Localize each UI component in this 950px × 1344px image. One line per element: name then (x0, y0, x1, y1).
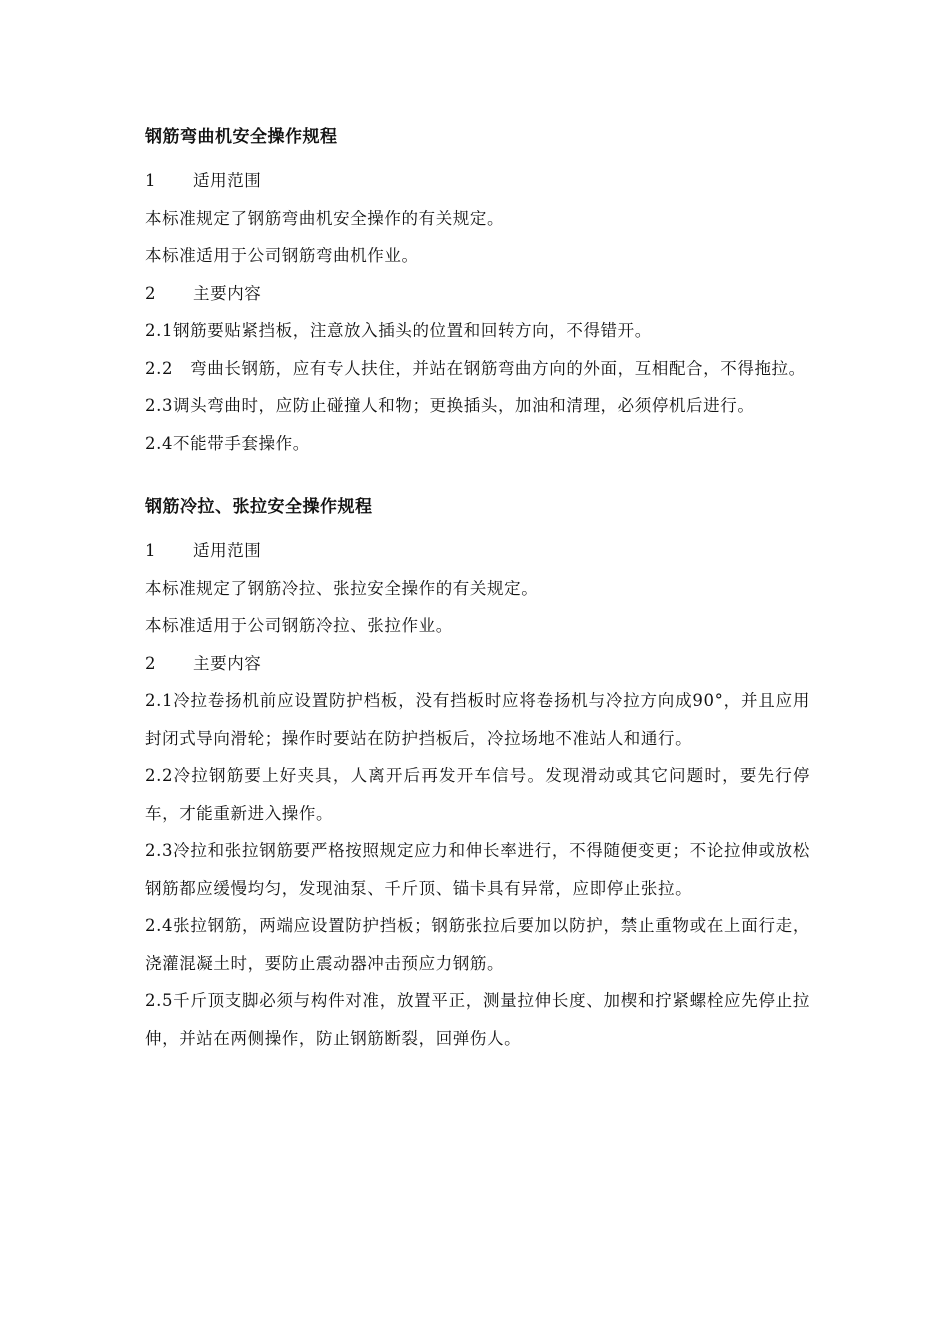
scope-heading (145, 532, 810, 570)
scope-line: 本标准适用于公司钢筋冷拉、张拉作业。 (145, 616, 453, 635)
scope-label: 适用范围 (193, 171, 262, 190)
content-heading (145, 275, 810, 313)
content-item: 2.4不能带手套操作。 (145, 433, 310, 453)
section-cold-drawing-tensioning (145, 495, 810, 1057)
content-item: 2.1钢筋要贴紧挡板，注意放入插头的位置和回转方向，不得错开。 (145, 321, 652, 340)
content-item: 2.4张拉钢筋，两端应设置防护挡板；钢筋张拉后要加以防护，禁止重物或在上面行走，浇灌混凝土时，要防止震动器冲击预应力钢筋。 (145, 916, 810, 973)
scope-number: 1 (145, 171, 157, 190)
content-number: 2 (145, 283, 157, 303)
content-item: 2.5千斤顶支脚必须与构件对准，放置平正，测量拉伸长度、加楔和拧紧螺栓应先停止拉伸，并站在两侧操作，防止钢筋断裂，回弹伤人。 (145, 991, 810, 1048)
section-title: 钢筋弯曲机安全操作规程 (145, 127, 338, 147)
section-title: 钢筋冷拉、张拉安全操作规程 (145, 497, 373, 517)
content-item: 2.2 弯曲长钢筋，应有专人扶住，并站在钢筋弯曲方向的外面，互相配合，不得拖拉。 (145, 358, 806, 378)
content-item: 2.1冷拉卷扬机前应设置防护档板，没有挡板时应将卷扬机与冷拉方向成90°，并且应用封闭式导向滑轮；操作时要站在防护挡板后，冷拉场地不准站人和通行。 (145, 691, 810, 748)
content-item: 2.3调头弯曲时，应防止碰撞人和物；更换插头，加油和清理，必须停机后进行。 (145, 396, 755, 415)
document-page (145, 125, 810, 1057)
scope-line: 本标准适用于公司钢筋弯曲机作业。 (145, 246, 419, 265)
scope-line: 本标准规定了钢筋弯曲机安全操作的有关规定。 (145, 208, 505, 228)
content-item: 2.3冷拉和张拉钢筋要严格按照规定应力和伸长率进行，不得随便变更；不论拉伸或放松钢筋都应缓慢均匀，发现油泵、千斤顶、锚卡具有异常，应即停止张拉。 (145, 841, 810, 898)
scope-line: 本标准规定了钢筋冷拉、张拉安全操作的有关规定。 (145, 578, 539, 598)
content-number: 2 (145, 653, 157, 673)
scope-label: 适用范围 (193, 541, 262, 560)
scope-number: 1 (145, 541, 157, 560)
content-item: 2.2冷拉钢筋要上好夹具，人离开后再发开车信号。发现滑动或其它问题时，要先行停车，才能重新进入操作。 (145, 766, 810, 823)
content-label: 主要内容 (193, 283, 262, 303)
content-heading (145, 645, 810, 683)
content-label: 主要内容 (193, 653, 262, 673)
scope-heading (145, 162, 810, 200)
section-bending-machine (145, 125, 810, 462)
